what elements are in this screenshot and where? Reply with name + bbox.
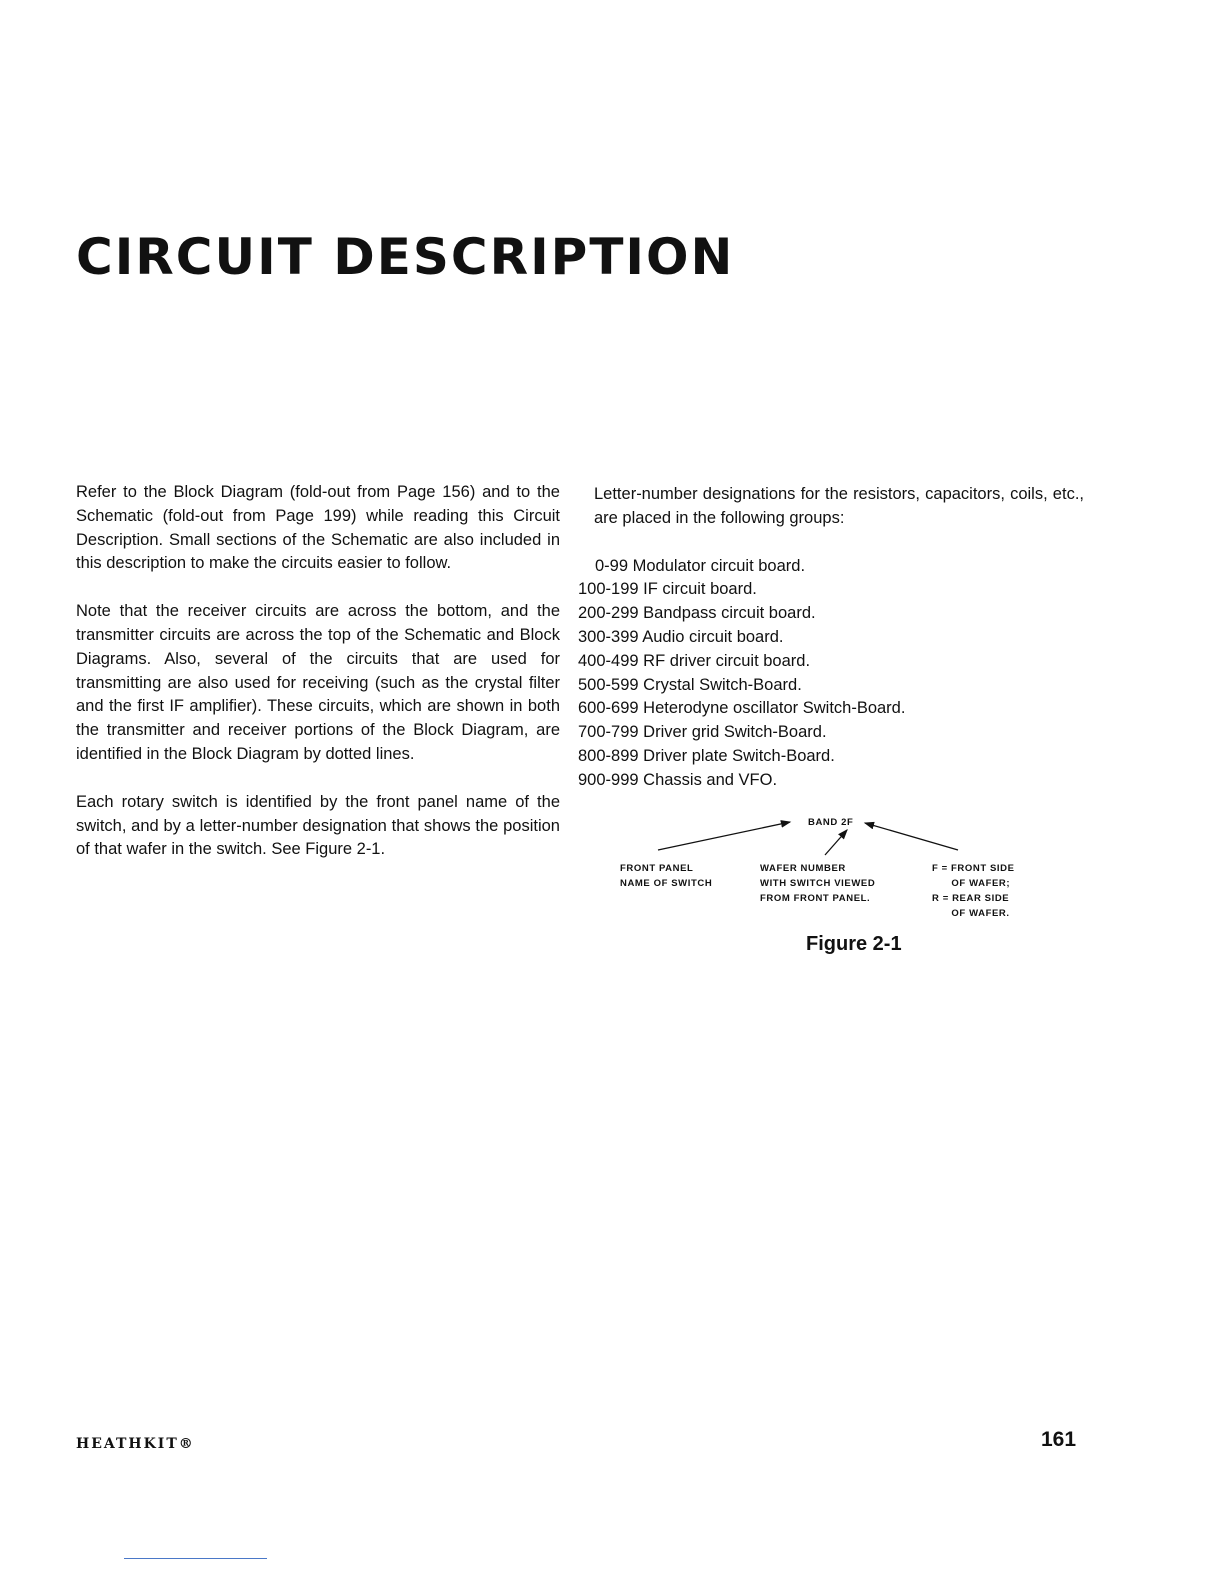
figure-middle-label: WAFER NUMBER WITH SWITCH VIEWED FROM FRONT PANEL. [760, 863, 876, 904]
group-label: IF circuit board. [643, 580, 757, 599]
paragraph-receiver-transmitter: Note that the receiver circuits are across the bottom, and the transmitter circuits are across the top of the Schematic and Block Diagrams. Also, several of the circuits that are used for transmitting are also used for receiving (such as the crystal filter and the first IF amplifier). These circuits, which are shown in both the transmitter and receiver portions of the Block Diagram, are identified in the Block Diagram by dotted lines. [76, 602, 560, 763]
page-number: 161 [1041, 1428, 1077, 1451]
figure-caption: Figure 2-1 [806, 933, 902, 955]
group-label: Modulator circuit board. [632, 556, 806, 575]
group-range: 100-199 [578, 580, 639, 599]
group-range: 400-499 [578, 651, 639, 670]
paragraph-rotary-switch: Each rotary switch is identified by the front panel name of the switch, and by a letter-number designation that shows the position of that wafer in the switch. See Figure 2-1. [76, 792, 560, 859]
group-range: 900-999 [578, 770, 639, 789]
designation-group-list [578, 555, 1084, 793]
arrow-wafer-number [825, 830, 847, 855]
figure-left-label: FRONT PANEL NAME OF SWITCH [620, 863, 713, 889]
designation-group-item [578, 745, 1084, 769]
group-range: 0-99 [595, 556, 629, 575]
figure-center-label: BAND 2F [808, 817, 854, 828]
designation-group-item [578, 626, 1084, 650]
footer-rule [124, 1558, 267, 1559]
group-range: 800-899 [578, 746, 639, 765]
designation-group-item [578, 674, 1084, 698]
designation-group-item [578, 602, 1084, 626]
group-range: 500-599 [578, 675, 639, 694]
group-label: Audio circuit board. [642, 627, 784, 646]
figure-right-label: F = FRONT SIDE OF WAFER; R = REAR SIDE OF WAFER. [932, 863, 1015, 919]
group-label: Chassis and VFO. [643, 770, 778, 789]
designation-intro: Letter-number designations for the resistors, capacitors, coils, etc., are placed in the following groups: [594, 485, 1084, 527]
group-label: Heterodyne oscillator Switch-Board. [643, 699, 906, 718]
group-label: RF driver circuit board. [643, 651, 811, 670]
heathkit-logo: HEATHKIT® [76, 1436, 195, 1452]
designation-group-item [578, 697, 1084, 721]
group-label: Driver grid Switch-Board. [643, 723, 827, 742]
designation-group-item [578, 721, 1084, 745]
group-label: Bandpass circuit board. [643, 604, 816, 623]
designation-group-item [578, 578, 1084, 602]
designation-group-item [578, 555, 1084, 579]
group-range: 700-799 [578, 723, 639, 742]
group-label: Driver plate Switch-Board. [643, 746, 835, 765]
designation-group-item [578, 769, 1084, 793]
paragraph-block-diagram-reference: Refer to the Block Diagram (fold-out from Page 156) and to the Schematic (fold-out from Page 199) while reading this Circuit Description. Small sections of the Schematic are also included in this description to make the circuits easier to follow. [76, 483, 560, 573]
group-range: 600-699 [578, 699, 639, 718]
group-range: 200-299 [578, 604, 639, 623]
right-column [578, 483, 1084, 793]
group-range: 300-399 [578, 627, 639, 646]
left-column [76, 481, 560, 886]
page-title: CIRCUIT DESCRIPTION [76, 228, 735, 286]
group-label: Crystal Switch-Board. [643, 675, 802, 694]
arrow-front-panel-to-band [658, 822, 790, 850]
arrow-wafer-side [865, 823, 958, 850]
designation-group-item [578, 650, 1084, 674]
